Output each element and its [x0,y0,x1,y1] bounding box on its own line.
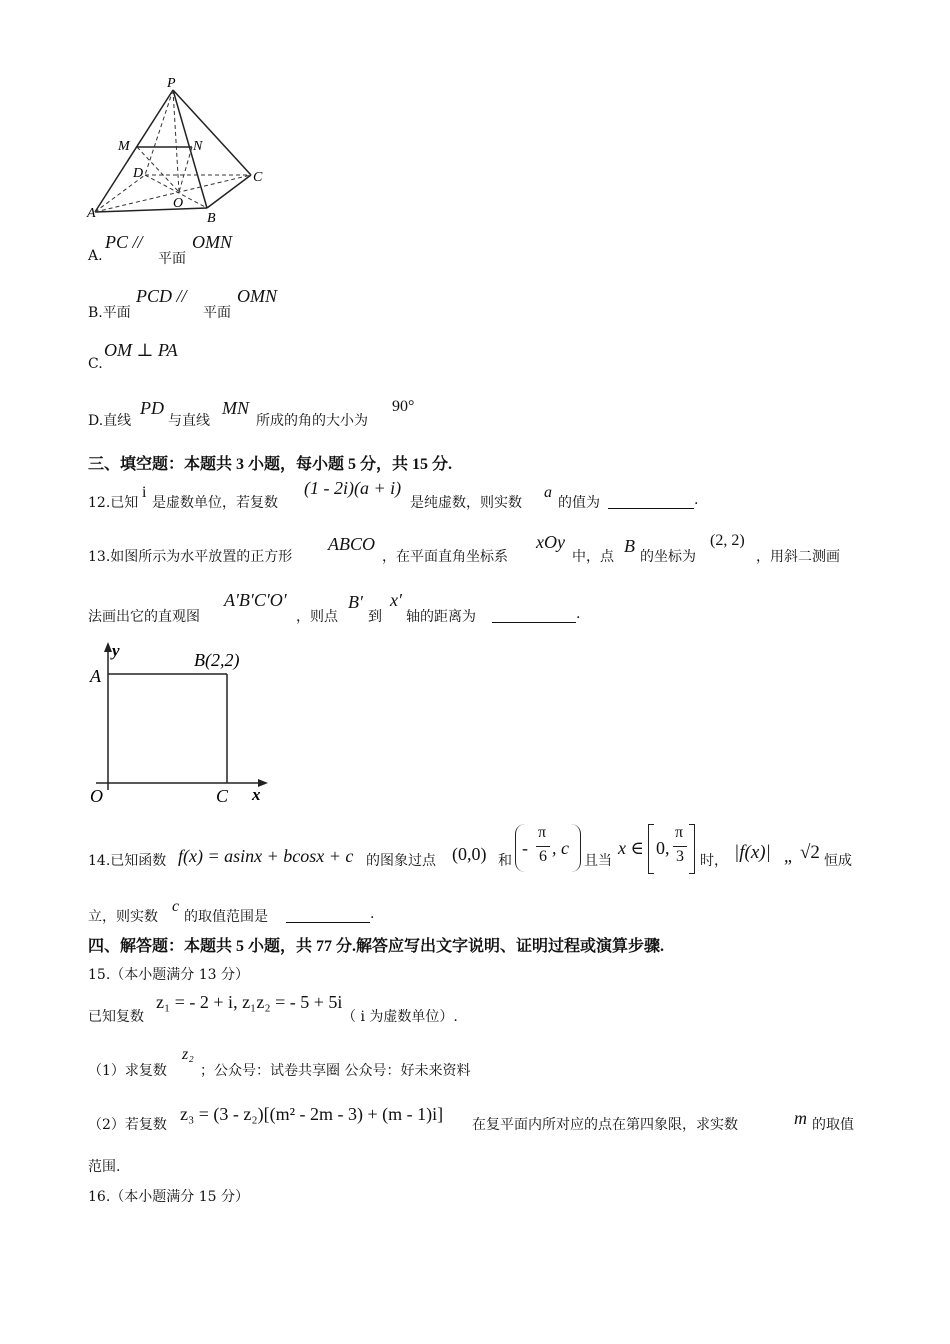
q13-t1: ，在平面直角坐标系 [382,549,508,565]
square-figure [86,640,276,808]
q15-z-expr: z₁ = - 2 + i, z₁z₂ = - 5 + 5i [156,992,343,1012]
option-b-expr: PCD // [136,286,187,306]
option-c-prefix: C. [88,356,103,372]
q13-abco: ABCO [328,534,375,554]
option-b-plane: 平面 [203,305,231,321]
q14-int-a: 0, [656,838,670,858]
q14-int-lbracket [648,824,654,874]
q14-sqrt: √2 [800,842,820,863]
q13-t4: ，用斜二测画 [756,549,840,565]
pyramid-label-n: N [193,139,203,154]
q14-int-rbracket [689,824,695,874]
pyramid-label-o: O [173,196,184,211]
pyramid-figure [85,75,270,225]
option-a-expr: PC // [105,232,143,252]
q14-abs: |f(x)| [734,842,771,863]
pyramid-label-d: D [133,166,144,181]
q15-part2 [88,1098,868,1134]
q14-line2a: 立，则实数 [88,909,158,925]
q12-answer-blank [608,494,694,509]
square-x-label: x [252,785,261,804]
question-14-line2 [88,898,868,926]
q13-t2: 中，点 [572,549,614,565]
pyramid-label-p: P [167,76,176,91]
q14-line2b: 的取值范围是 [184,909,268,925]
q12-expr: (1 - 2i)(a + i) [304,478,402,498]
q15-m: m [794,1108,807,1128]
question-14 [88,822,868,874]
pyramid-label-b: B [207,211,216,225]
q15-z3-expr: z₃ = (3 - z₂)[(m² - 2m - 3) + (m - 1)i] [180,1104,444,1124]
q13-line2c: 到 [368,609,382,625]
q15-p2-end: 的取值 [812,1117,854,1133]
q14-int-den: 3 [676,848,684,865]
q14-t2: 和 [498,853,512,869]
q14-t1: 的图象过点 [366,853,436,869]
square-b-label: B(2,2) [194,650,240,670]
q14-t5: 恒成 [824,853,852,869]
option-c-expr: OM ⊥ PA [104,340,178,360]
q15-p1-tail: ；公众号：试卷共享圈 公众号：好未来资料 [200,1063,471,1079]
option-d-tail: 所成的角的大小为 [256,413,368,429]
q14-p2-num: π [538,824,547,841]
q12-t2: 是纯虚数，则实数 [410,495,522,511]
q13-abco2: A′B′C′O′ [224,590,287,610]
q15-part2-line2: 范围. [88,1159,121,1175]
q13-end: . [576,606,581,622]
q14-t3: 且当 [584,853,612,869]
q12-t1: 是虚数单位，若复数 [152,495,278,511]
option-b-expr2: OMN [237,286,277,306]
q13-b: B [624,536,635,556]
pyramid-label-c: C [253,170,263,185]
square-y-label: y [112,641,120,660]
q14-p2-den: 6 [539,848,547,865]
q14-xin: x ∈ [618,838,644,858]
q13-x2: x′ [390,590,402,610]
q14-fx: f(x) = asinx + bcosx + c [178,846,354,866]
q13-line2a: 法画出它的直观图 [88,609,200,625]
q13-line2d: 轴的距离为 [406,609,476,625]
q13-answer-blank [492,608,576,623]
q12-i: i [142,484,147,501]
q15-p2-tail: 在复平面内所对应的点在第四象限，求实数 [472,1117,738,1133]
option-d-value: 90° [392,398,415,415]
q15-part1 [88,1046,868,1078]
section3-title: 三、填空题：本题共 3 小题，每小题 5 分，共 15 分. [88,456,453,473]
option-d-prefix: D.直线 [88,413,132,429]
option-d-expr2: MN [222,398,249,418]
q15-given-label: 已知复数 [88,1009,144,1025]
q14-prefix: 14.已知函数 [88,853,167,869]
q12-end: . [694,492,699,508]
q14-leq: „ [784,846,792,866]
option-a-prefix: A. [88,248,103,264]
pyramid-label-m: M [118,139,130,154]
q15-paren: （ i 为虚数单位）. [342,1009,458,1025]
square-o-label: O [90,786,103,806]
q15-z2: z₂ [182,1046,194,1063]
q14-int-num: π [675,824,684,841]
q16-header: 16.（本小题满分 15 分） [88,1189,249,1205]
square-c-label: C [216,786,229,806]
q14-int-fracbar [673,846,687,847]
q12-prefix: 12.已知 [88,495,139,511]
option-d-mid: 与直线 [168,413,210,429]
question-13 [88,532,868,566]
option-a-expr2: OMN [192,232,232,252]
q13-b2: B′ [348,592,363,612]
question-13-line2 [88,590,868,626]
option-b-prefix: B.平面 [88,305,131,321]
q14-answer-blank [286,908,370,923]
q14-p2-minus: - [522,838,528,858]
question-12 [88,478,868,512]
q13-t3: 的坐标为 [640,549,696,565]
square-a-label: A [90,666,101,686]
q15-given [88,988,868,1024]
option-a-plane: 平面 [158,251,186,267]
q12-t3: 的值为 [558,495,600,511]
q14-end: . [370,906,375,922]
q14-p1: (0,0) [452,844,487,864]
q13-coord: (2, 2) [710,532,745,549]
q13-prefix: 13.如图所示为水平放置的正方形 [88,549,293,565]
q14-p2-fracbar [536,846,550,847]
section4-title: 四、解答题：本题共 5 小题，共 77 分.解答应写出文字说明、证明过程或演算步骤. [88,938,665,955]
q14-p2-c: , c [552,838,569,858]
option-d-expr1: PD [140,398,164,418]
q14-c: c [172,898,180,915]
q13-line2b: ，则点 [296,609,338,625]
q15-p1-label: （1）求复数 [88,1063,167,1079]
pyramid-label-a: A [87,206,96,221]
q13-xoy: xOy [536,532,565,552]
q15-p2-label: （2）若复数 [88,1117,167,1133]
q15-header: 15.（本小题满分 13 分） [88,967,249,983]
q12-a: a [544,484,552,501]
q14-t4: 时， [700,853,728,869]
